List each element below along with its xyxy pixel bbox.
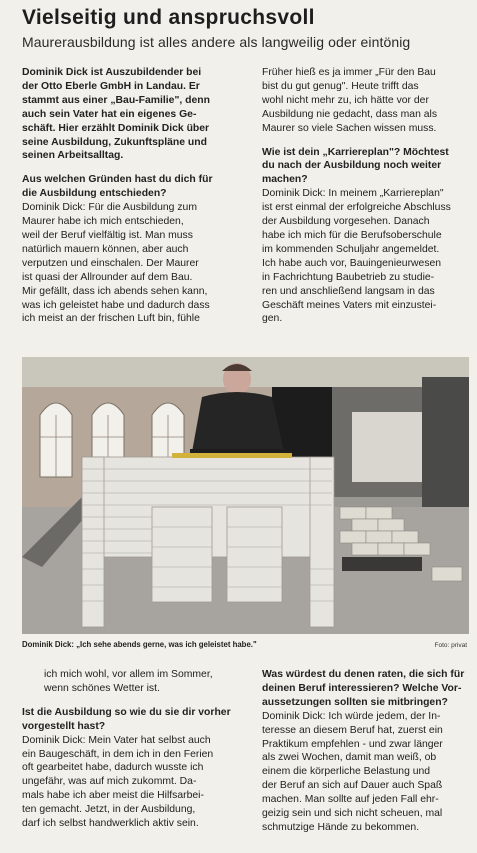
- question-expectations: Ist die Ausbildung so wie du sie dir vorher vorgestellt hast?: [22, 706, 231, 732]
- column-right-top: [262, 66, 467, 326]
- column-left-bottom: [22, 668, 252, 831]
- photo-credit: Foto: privat: [434, 642, 467, 649]
- answer-advice: Dominik Dick: Ich würde jedem, der In- teresse an diesem Beruf hat, zuerst ein Praktikum empfehlen - und zwar länger als zwei Wochen, damit man weiß, ob einem die körperliche Belastung und der Beruf an sich auf Dauer auch Spaß machen. Man sollte auf jeden Fall ehr- geizig sein und sich nicht scheuen, mal schmutzige Hände zu bekommen.: [262, 710, 443, 833]
- question-reasons: Aus welchen Gründen hast du dich für die Ausbildung entschieden?: [22, 174, 213, 200]
- apprentice-brick-wall-photo: [22, 357, 469, 634]
- answer-reasons-end: ich mich wohl, vor allem im Sommer, wenn schönes Wetter ist.: [44, 669, 213, 694]
- photo-caption: Dominik Dick: „Ich sehe abends gerne, was ich geleistet habe.": [22, 640, 257, 649]
- column-left-top: [22, 66, 252, 326]
- column-right-bottom: [262, 668, 467, 835]
- question-career-plan: Wie ist dein „Karriereplan"? Möchtest du nach der Ausbildung noch weiter machen?: [262, 146, 449, 186]
- answer-reasons: Dominik Dick: Für die Ausbildung zum Maurer habe ich mich entschieden, weil der Beruf vielfältig ist. Man muss natürlich mauern können, aber auch verputzen und einschalen. Der Maurer ist quasi der Allrounder auf dem Bau. Mir gefällt, dass ich abends sehen kann, was ich geleistet habe und dadurch dass ich meist an der frischen Luft bin, fühle: [22, 202, 210, 325]
- intro-paragraph: Dominik Dick ist Auszubildender bei der Otto Eberle GmbH in Landau. Er stammt aus einer „Bau-Familie", denn auch sein Vater hat ein eigenes Ge- schäft. Hier erzählt Dominik Dick über seine Ausbildung, Zukunftspläne und seinen Arbeitsalltag.: [22, 67, 210, 162]
- question-advice: Was würdest du denen raten, die sich für deinen Beruf interessieren? Welche Vor- aussetzungen sollten sie mitbringen?: [262, 669, 465, 708]
- article-photo: [22, 357, 469, 634]
- answer-expectations: Dominik Dick: Mein Vater hat selbst auch ein Baugeschäft, in dem ich in den Ferien oft gearbeitet habe, dadurch wusste ich ungefähr, was auf mich zukommt. Da- mals habe ich aber meist die Hilfsarbei- ten gemacht. Jetzt, in der Ausbildung, darf ich selbst handwerklich aktiv sein.: [22, 734, 214, 830]
- subheadline: Maurerausbildung ist alles andere als langweilig oder eintönig: [22, 34, 411, 50]
- answer-reasons-continued: Früher hieß es ja immer „Für den Bau bist du gut genug". Heute trifft das wohl nicht mehr zu, ich hätte vor der Ausbildung nie gedacht, dass man als Maurer so viele Sachen wissen muss.: [262, 67, 438, 134]
- headline: Vielseitig und anspruchsvoll: [22, 6, 315, 29]
- answer-career-plan: Dominik Dick: In meinem „Karriereplan" ist erst einmal der erfolgreiche Abschluss der Ausbildung vorgesehen. Danach habe ich mich für die Berufsoberschule im kommenden Schuljahr angemeldet. Ich habe auch vor, Bauingenieurwesen in Fachrichtung Baubetrieb zu studie- ren und anschließend langsam in das Geschäft meines Vaters mit einzustei- gen.: [262, 188, 451, 325]
